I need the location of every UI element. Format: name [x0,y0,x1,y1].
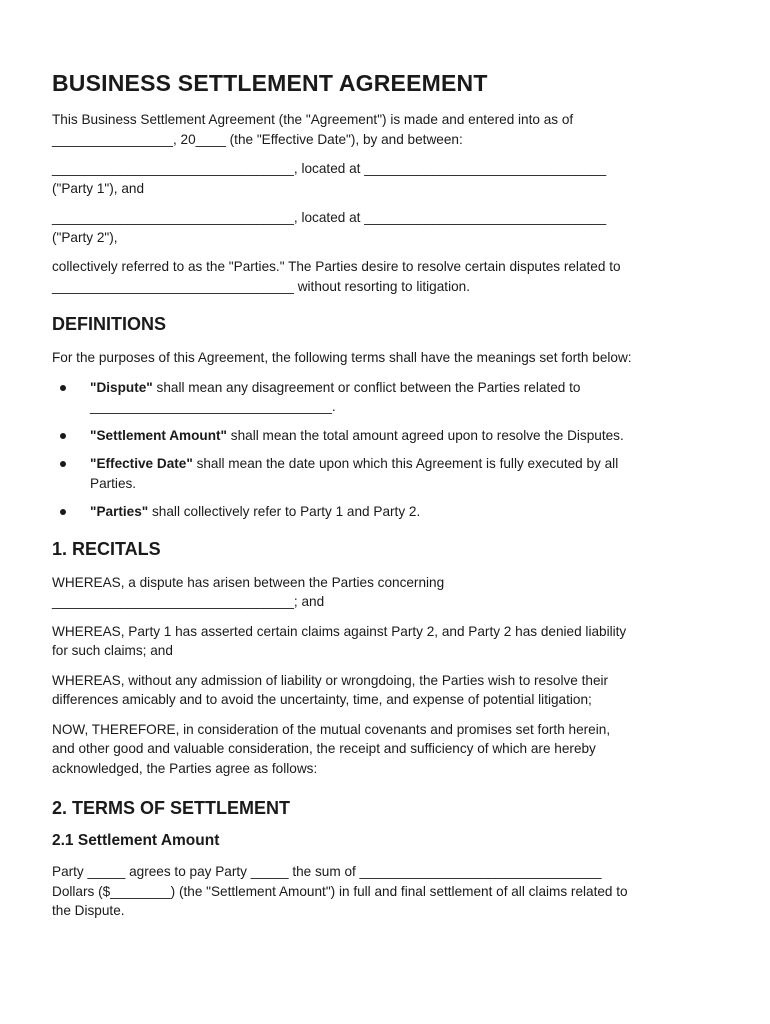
definition-term: "Parties" [90,504,149,519]
definition-term: "Effective Date" [90,456,193,471]
bullet-icon [60,461,66,467]
definition-text: shall collectively refer to Party 1 and Party 2. [148,504,421,519]
intro-line-1: This Business Settlement Agreement (the "Agreement") is made and entered into as of [52,112,574,127]
party-2-line-1: ________________________________, located at ________________________________ [52,210,607,225]
definition-item-parties [52,502,722,522]
terms-heading: 2. TERMS OF SETTLEMENT [52,798,291,818]
recital-paragraph-4 [52,720,722,779]
settlement-line-2: Dollars ($________) (the "Settlement Amount") in full and final settlement of all claims related to [52,883,628,899]
document-page [52,70,722,931]
party-1-line-1: ________________________________, located at ________________________________ [52,161,607,176]
recital-4-line-1: NOW, THEREFORE, in consideration of the mutual covenants and promises set forth herein, [52,721,611,737]
collective-line-1: collectively referred to as the "Parties." The Parties desire to resolve certain disputes related to [52,259,621,274]
bullet-icon [60,509,66,515]
definition-term: "Settlement Amount" [90,427,227,443]
definition-text: shall mean any disagreement or conflict between the Parties related to [152,379,581,395]
recital-paragraph-1 [52,573,722,612]
definitions-heading: DEFINITIONS [52,314,167,334]
settlement-line-3: the Dispute. [52,903,125,918]
recital-paragraph-3 [52,671,722,710]
collective-paragraph [52,257,722,296]
party-1-paragraph [52,159,722,198]
recital-4-line-3: acknowledged, the Parties agree as follows: [52,760,318,776]
recital-4-line-2: and other good and valuable consideration, the receipt and sufficiency of which are hereby [52,741,596,756]
recitals-heading: 1. RECITALS [52,538,161,559]
party-1-line-2: ("Party 1"), and [52,180,145,196]
definition-item-effective-date [52,454,722,493]
settlement-amount-subheading: 2.1 Settlement Amount [52,832,220,849]
definition-text-cont: Parties. [90,475,137,491]
party-2-paragraph [52,208,722,247]
collective-line-2: ________________________________ without resorting to litigation. [52,278,470,294]
definition-item-settlement-amount [52,426,722,446]
recital-3-line-1: WHEREAS, without any admission of liability or wrongdoing, the Parties wish to resolve their [52,672,609,688]
recital-3-line-2: differences amicably and to avoid the uncertainty, time, and expense of potential litigation; [52,692,592,707]
definition-item-dispute [52,378,722,417]
intro-paragraph [52,110,722,149]
definition-text: shall mean the total amount agreed upon to resolve the Disputes. [227,427,624,443]
definitions-list [52,378,722,522]
definition-text: shall mean the date upon which this Agreement is fully executed by all [192,456,619,471]
definitions-intro: For the purposes of this Agreement, the following terms shall have the meanings set forth below: [52,350,632,365]
intro-line-2: ________________, 20____ (the "Effective Date"), by and between: [52,131,463,147]
party-2-line-2: ("Party 2"), [52,229,118,245]
definition-text-cont: ________________________________. [90,399,336,414]
recital-paragraph-2 [52,622,722,661]
definition-term: "Dispute" [90,379,153,395]
settlement-amount-paragraph [52,862,722,921]
recital-2-line-1: WHEREAS, Party 1 has asserted certain claims against Party 2, and Party 2 has denied liability [52,623,627,639]
bullet-icon [60,433,66,439]
recital-2-line-2: for such claims; and [52,643,173,658]
recital-1-line-1: WHEREAS, a dispute has arisen between the Parties concerning [52,574,445,590]
settlement-line-1: Party _____ agrees to pay Party _____ the sum of ________________________________ [52,864,602,879]
document-title: BUSINESS SETTLEMENT AGREEMENT [52,70,488,96]
recital-1-line-2: ________________________________; and [52,594,325,609]
bullet-icon [60,385,66,391]
